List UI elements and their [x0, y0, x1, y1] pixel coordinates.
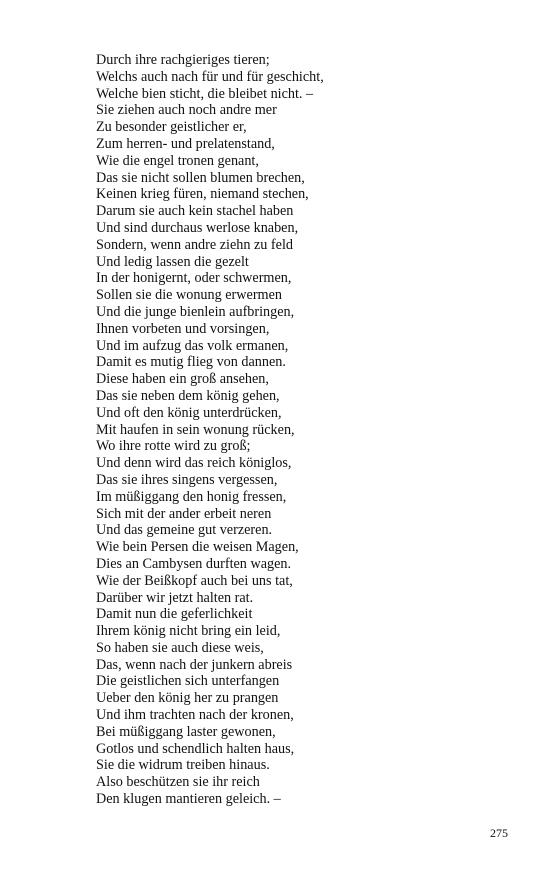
- page-number: 275: [490, 826, 508, 840]
- verse-line: Keinen krieg füren, niemand stechen,: [96, 186, 309, 203]
- verse-line: Sollen sie die wonung erwermen: [96, 287, 282, 304]
- verse-line: Damit es mutig flieg von dannen.: [96, 354, 286, 371]
- verse-text: [96, 52, 324, 808]
- verse-line: Wo ihre rotte wird zu groß;: [96, 438, 251, 455]
- verse-line: Und im aufzug das volk ermanen,: [96, 337, 289, 354]
- verse-line: Welche bien sticht, die bleibet nicht. –: [96, 85, 314, 102]
- verse-line: Sie ziehen auch noch andre mer: [96, 102, 277, 119]
- verse-line: Im müßiggang den honig fressen,: [96, 488, 287, 505]
- verse-line: Darüber wir jetzt halten rat.: [96, 589, 254, 606]
- verse-line: Das sie nicht sollen blumen brechen,: [96, 169, 305, 186]
- verse-line: Bei müßiggang laster gewonen,: [96, 723, 276, 740]
- verse-line: Mit haufen in sein wonung rücken,: [96, 421, 295, 438]
- verse-line: Wie bein Persen die weisen Magen,: [96, 539, 299, 556]
- verse-line: Und ledig lassen die gezelt: [96, 253, 249, 270]
- verse-line: Wie der Beißkopf auch bei uns tat,: [96, 572, 293, 589]
- verse-line: Darum sie auch kein stachel haben: [96, 203, 294, 220]
- verse-line: Ueber den könig her zu prangen: [96, 690, 279, 707]
- verse-line: Und das gemeine gut verzeren.: [96, 522, 273, 539]
- verse-line: Den klugen mantieren geleich. –: [96, 791, 281, 808]
- verse-line: Das sie neben dem könig gehen,: [96, 387, 280, 404]
- verse-line: Gotlos und schendlich halten haus,: [96, 740, 295, 757]
- verse-line: Das, wenn nach der junkern abreis: [96, 656, 293, 673]
- verse-line: Ihnen vorbeten und vorsingen,: [96, 320, 270, 337]
- verse-line: Und oft den könig unterdrücken,: [96, 404, 282, 421]
- verse-line: Und denn wird das reich königlos,: [96, 455, 292, 472]
- verse-line: Sich mit der ander erbeit neren: [96, 505, 272, 522]
- verse-line: Und die junge bienlein aufbringen,: [96, 303, 295, 320]
- verse-line: Welchs auch nach für und für geschicht,: [96, 68, 324, 85]
- verse-line: Diese haben ein groß ansehen,: [96, 371, 269, 388]
- verse-line: Die geistlichen sich unterfangen: [96, 673, 280, 690]
- verse-line: Damit nun die geferlichkeit: [96, 606, 253, 623]
- verse-line: Also beschützen sie ihr reich: [96, 774, 260, 791]
- verse-line: Und sind durchaus werlose knaben,: [96, 219, 299, 236]
- verse-line: Dies an Cambysen durften wagen.: [96, 555, 292, 572]
- verse-line: Das sie ihres singens vergessen,: [96, 471, 278, 488]
- verse-line: Sie die widrum treiben hinaus.: [96, 757, 270, 774]
- verse-line: Zum herren- und prelatenstand,: [96, 135, 275, 152]
- verse-line: In der honigernt, oder schwermen,: [96, 270, 292, 287]
- verse-line: Durch ihre rachgieriges tieren;: [96, 52, 270, 68]
- verse-line: Und ihm trachten nach der kronen,: [96, 707, 294, 724]
- verse-line: Sondern, wenn andre ziehn zu feld: [96, 236, 293, 253]
- verse-line: So haben sie auch diese weis,: [96, 639, 264, 656]
- verse-line: Ihrem könig nicht bring ein leid,: [96, 623, 281, 640]
- verse-line: Zu besonder geistlicher er,: [96, 119, 247, 136]
- verse-line: Wie die engel tronen genant,: [96, 152, 259, 169]
